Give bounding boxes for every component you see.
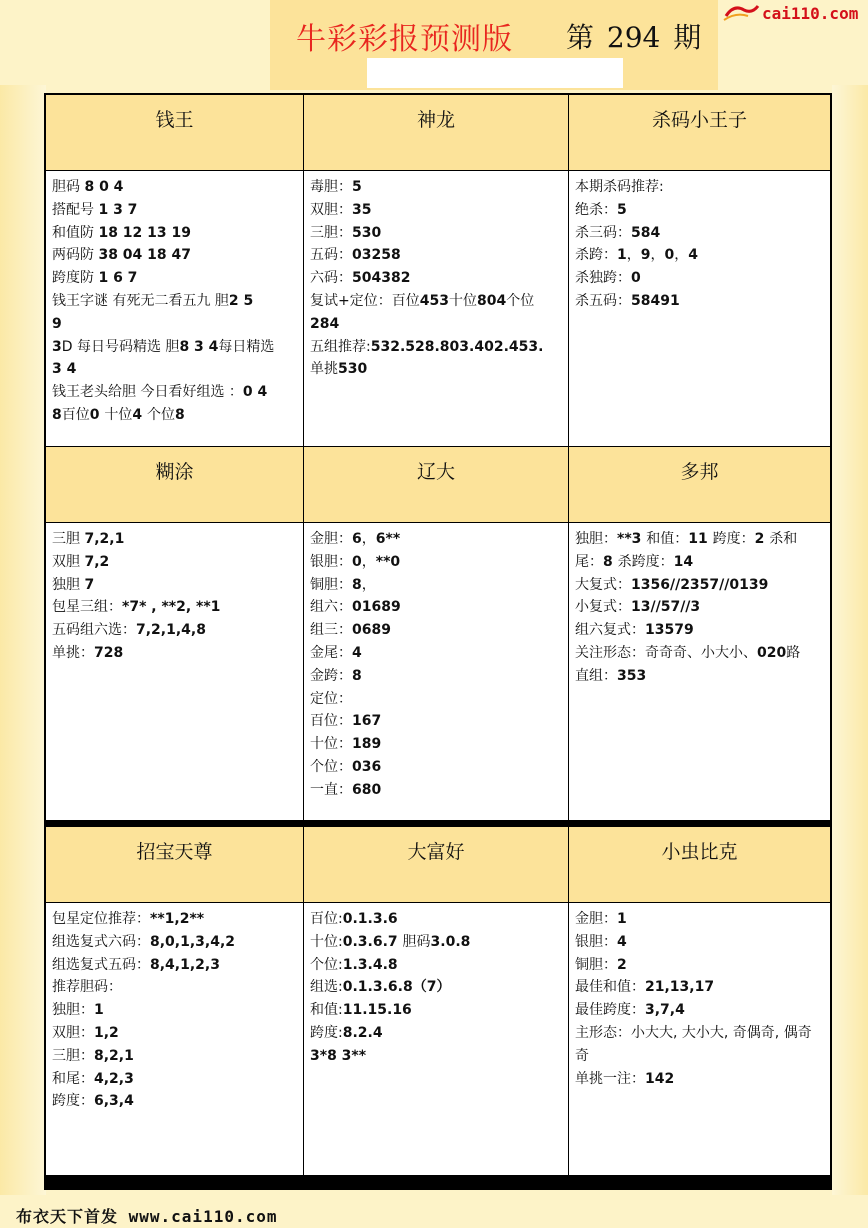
panel-line: 铜胆：2 [575,956,627,973]
panel-header: 神龙 [304,95,568,170]
panel-body [304,903,568,1175]
panel-line: 独胆：**3 和值：11 跨度：2 杀和 [575,531,798,547]
panel-line: 双胆 7,2 [52,553,110,570]
panel-line: 单挑一注：142 [575,1070,675,1087]
panel-line: 和尾：4,2,3 [52,1070,134,1087]
panel-line: 个位：036 [310,758,382,775]
panel-line: 小复式：13//57//3 [575,599,701,616]
panel-line: 两码防 38 04 18 47 [52,247,192,264]
panel-header: 多邦 [569,447,830,522]
panel-line: 个位:1.3.4.8 [310,956,398,973]
panel-line: 和值防 18 12 13 19 [52,224,192,241]
panel-line: 独胆：1 [52,1002,104,1019]
panel-line: 组三：0689 [310,622,391,639]
panel-line: 3D 每日号码精选 胆8 3 4每日精选 [52,338,275,355]
panel-line: 包星三组：*7* , **2, **1 [52,599,221,616]
issue-number: 第 294 期 [566,21,702,54]
panel-line: 六码：504382 [310,270,411,287]
panel-line: 包星定位推荐：**1,2** [52,911,205,927]
page-margin-left [0,85,46,1195]
panel-line: 三胆：530 [310,224,382,241]
panel-line: 直组：353 [575,667,647,684]
panel-line: 组选复式五码：8,4,1,2,3 [52,956,220,973]
panel-line: 金尾：4 [310,644,362,661]
panel-line: 284 [310,315,340,332]
panel-line: 推荐胆码： [52,979,122,996]
panel-line: 钱王字谜 有死无二看五九 胆2 5 [52,292,254,309]
panel-line: 金胆：6，6** [310,531,401,547]
panel-header: 小虫比克 [569,827,830,902]
panel-line: 组六复式：13579 [575,622,694,639]
panel-line: 跨度：6,3,4 [52,1093,134,1110]
site-logo-icon [722,2,760,22]
panel-line: 3*8 3** [310,1047,367,1064]
panel-line: 搭配号 1 3 7 [52,201,138,218]
panel-line: 一直：680 [310,781,382,798]
panel-line: 金跨：8 [310,667,362,684]
panel-line: 本期杀码推荐: [575,179,664,195]
footer-credit: 布衣天下首发 www.cai110.com [16,1207,278,1226]
predictions-grid [44,93,832,1190]
panel-header: 钱王 [46,95,303,170]
panel-line: 三胆 7,2,1 [52,531,125,547]
panel-line: 毒胆：5 [310,179,362,195]
panel-header: 大富好 [304,827,568,902]
panel-body [569,903,830,1175]
panel-line: 杀跨：1，9，0，4 [575,247,698,264]
panel-line: 尾：8 杀跨度：14 [575,553,694,570]
panel-line: 双胆：1,2 [52,1024,119,1041]
panel-line: 组六：01689 [310,599,401,616]
panel-line: 3 4 [52,361,77,378]
panel-line: 单挑：728 [52,644,124,661]
panel-header: 辽大 [304,447,568,522]
header-white-strip [367,58,623,88]
panel-line: 杀独跨：0 [575,270,641,287]
panel-line: 和值:11.15.16 [310,1002,412,1019]
site-url-header[interactable]: cai110.com [762,4,859,23]
panel-line: 复试+定位：百位453十位804个位 [310,292,535,309]
panel-body [46,171,303,446]
panel-line: 关注形态：奇奇奇、小大小、020路 [575,644,801,661]
panel-line: 最佳和值：21,13,17 [575,979,715,996]
panel-body [304,523,568,820]
panel-line: 双胆：35 [310,201,372,218]
panel-line: 银胆：4 [575,933,627,950]
panel-line: 组选:0.1.3.6.8（7） [310,979,451,996]
panel-line: 杀三码：584 [575,224,661,241]
panel-line: 铜胆：8， [310,576,376,593]
panel-line: 定位： [310,690,352,707]
panel-line: 9 [52,315,62,332]
panel-line: 独胆 7 [52,576,95,593]
panel-header: 招宝天尊 [46,827,303,902]
panel-line: 五码：03258 [310,247,401,264]
panel-line: 钱王老头给胆 今日看好组选 ：0 4 [52,384,268,401]
panel-line: 十位：189 [310,736,382,753]
panel-line: 胆码 8 0 4 [52,179,124,195]
panel-line: 大复式：1356//2357//0139 [575,576,769,593]
panel-line: 奇 [575,1047,589,1064]
panel-header: 杀码小王子 [569,95,830,170]
panel-line: 主形态：小大大, 大小大, 奇偶奇, 偶奇 [575,1024,812,1041]
panel-body [304,171,568,446]
panel-body [569,523,830,820]
panel-line: 金胆：1 [575,911,627,927]
page-title: 牛彩彩报预测版 [296,22,513,57]
panel-line: 百位：167 [310,713,382,730]
panel-line: 银胆：0，**0 [310,553,401,570]
panel-line: 百位:0.1.3.6 [310,911,398,927]
panel-line: 五码组六选：7,2,1,4,8 [52,622,206,639]
page-margin-right [832,85,868,1195]
panel-body [46,903,303,1175]
panel-line: 跨度防 1 6 7 [52,270,138,287]
panel-line: 单挑530 [310,361,368,378]
panel-header: 糊涂 [46,447,303,522]
panel-line: 8百位0 十位4 个位8 [52,406,185,423]
panel-body [46,523,303,820]
panel-body [569,171,830,446]
panel-line: 五组推荐:532.528.803.402.453. [310,338,544,355]
panel-line: 跨度:8.2.4 [310,1024,383,1041]
panel-line: 组选复式六码：8,0,1,3,4,2 [52,933,236,950]
panel-line: 三胆：8,2,1 [52,1047,134,1064]
panel-line: 最佳跨度：3,7,4 [575,1002,685,1019]
panel-line: 绝杀：5 [575,201,627,218]
panel-line: 杀五码：58491 [575,292,680,309]
panel-line: 十位:0.3.6.7 胆码3.0.8 [310,933,471,950]
